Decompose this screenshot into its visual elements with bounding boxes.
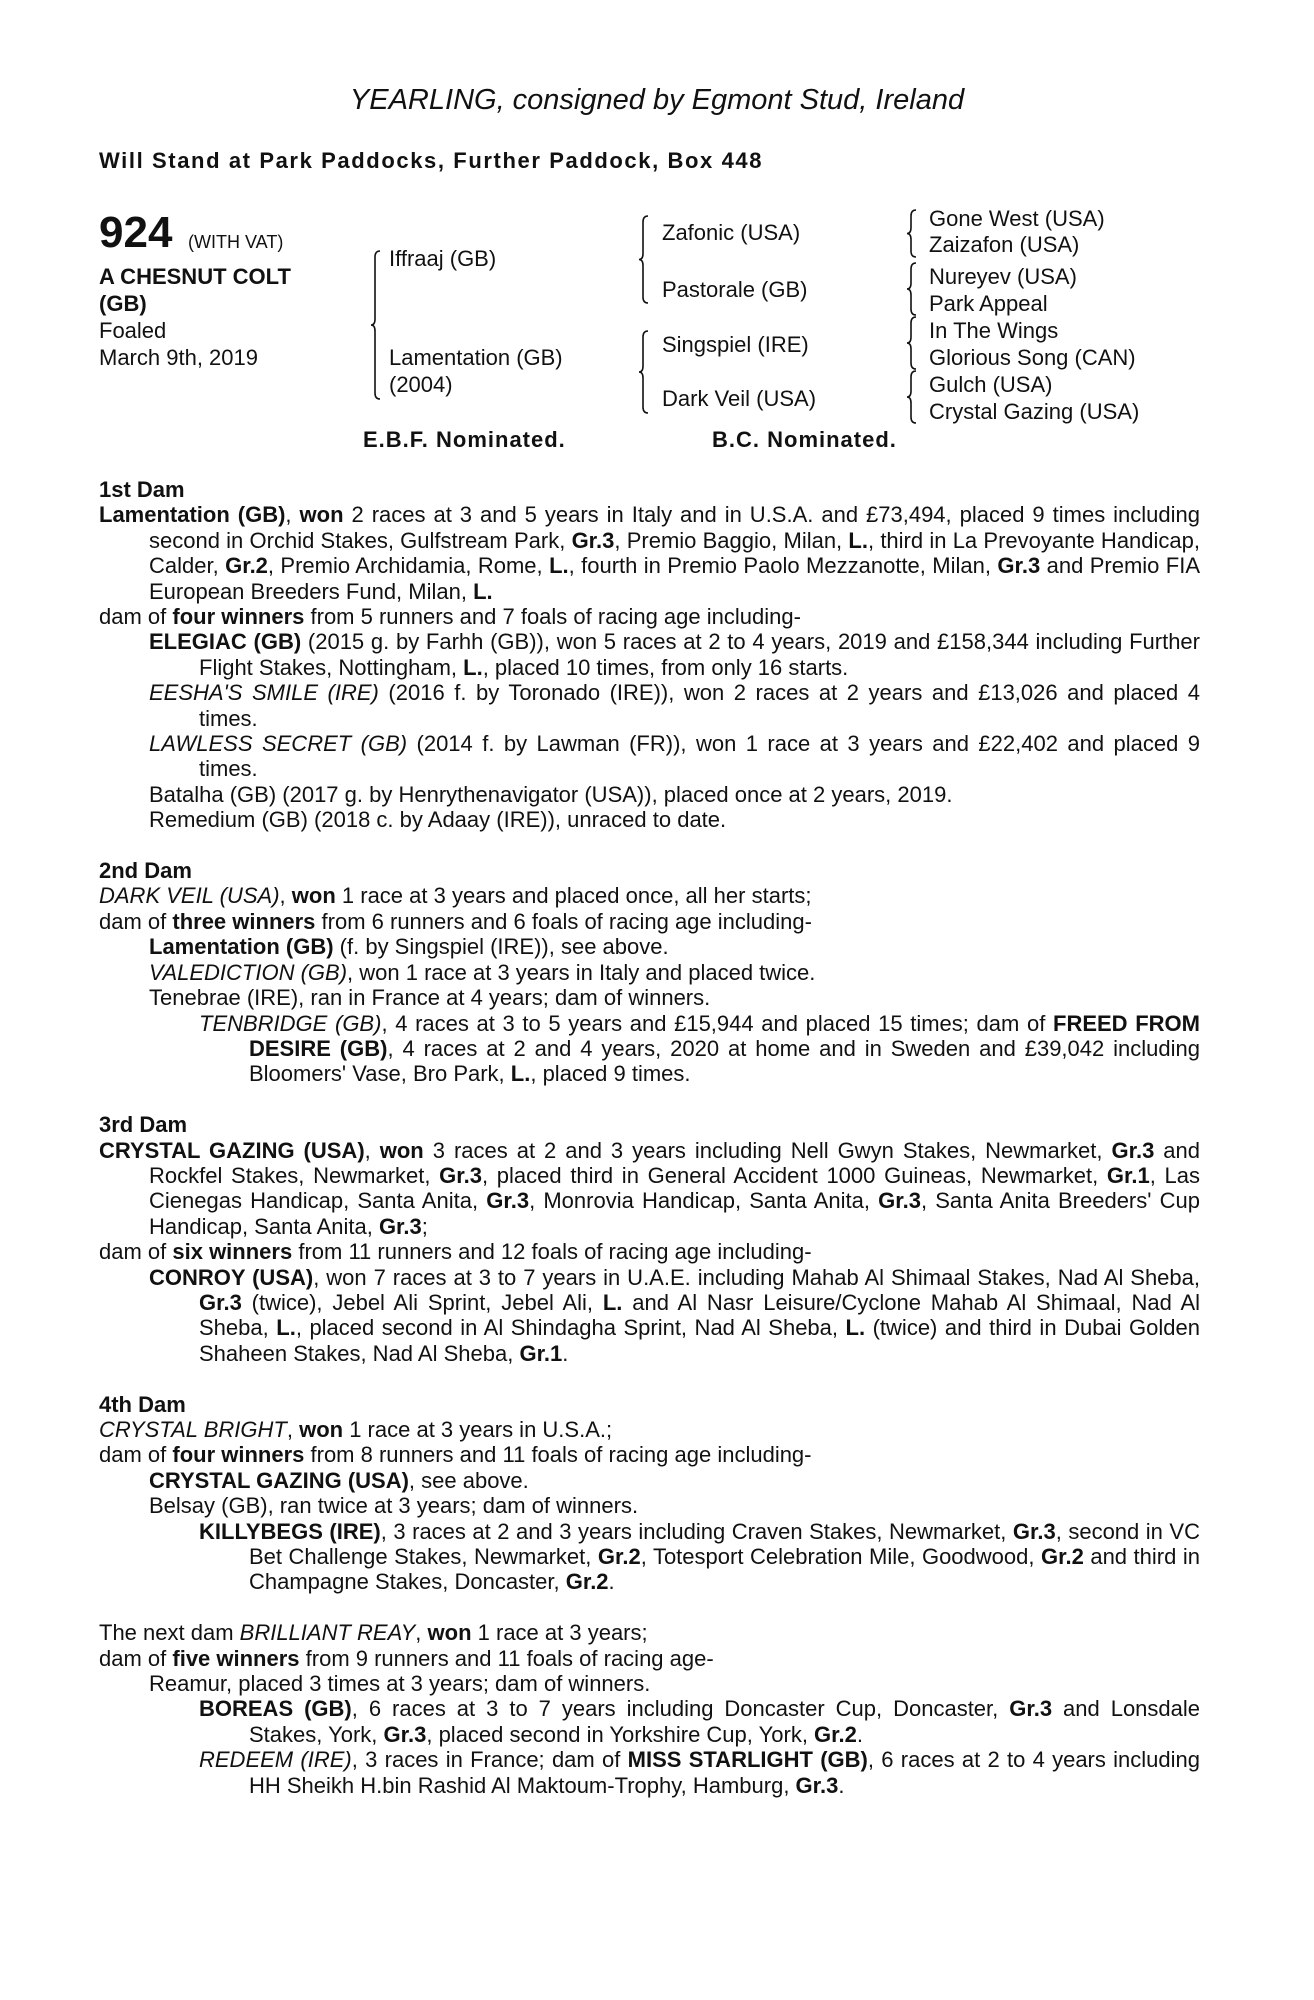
text: Reamur, placed 3 times at 3 years; dam of winners. xyxy=(149,1671,651,1697)
dam-sire: Singspiel (IRE) xyxy=(662,332,809,357)
text: dam of xyxy=(99,1239,173,1265)
dam: Lamentation (GB) xyxy=(389,345,563,370)
pedigree-entry xyxy=(99,807,1200,832)
text: , xyxy=(285,502,300,528)
section-heading: 3rd Dam xyxy=(99,1112,188,1138)
pedigree-notes xyxy=(99,477,1200,1823)
text: , Santa Anita Breeders' Cup Handicap, Santa Anita, xyxy=(149,1188,1200,1239)
gen3-6: Glorious Song (CAN) xyxy=(929,345,1136,370)
horse-description: A CHESNUT COLT xyxy=(99,264,291,289)
lot-number: 924 xyxy=(99,208,173,257)
pedigree-entry xyxy=(99,731,1200,782)
vat-note: (WITH VAT) xyxy=(188,232,284,252)
pedigree-entry xyxy=(99,1747,1200,1798)
bold-text: FREED FROM DESIRE (GB) xyxy=(249,1010,1200,1061)
text: and third in Champagne Stakes, Doncaster, xyxy=(249,1544,1200,1595)
italic-text: CRYSTAL BRIGHT xyxy=(99,1416,287,1442)
bold-text: CRYSTAL GAZING (USA) xyxy=(99,1137,365,1163)
bold-text: Gr.3 xyxy=(199,1289,242,1315)
pedigree-entry xyxy=(99,1442,1200,1467)
bold-text: four winners xyxy=(172,1442,305,1468)
text: ; xyxy=(421,1213,428,1239)
bold-text: L. xyxy=(848,527,868,553)
text: (twice) and third in Dubai Golden Shaheen Stakes, Nad Al Sheba, xyxy=(199,1315,1201,1366)
gen3-7: Gulch (USA) xyxy=(929,372,1053,397)
italic-text: VALEDICTION (GB) xyxy=(149,959,348,985)
pedigree-entry xyxy=(99,1671,1200,1696)
text: , 6 races at 2 to 4 years including HH Sheikh H.bin Rashid Al Maktoum-Trophy, Hamburg, xyxy=(249,1747,1200,1798)
section-heading: 4th Dam xyxy=(99,1391,186,1417)
pedigree-entry xyxy=(99,1696,1200,1747)
bold-text: Gr.3 xyxy=(378,1213,422,1239)
text: , placed 10 times, from only 16 starts. xyxy=(482,654,849,680)
dam-dam: Dark Veil (USA) xyxy=(662,386,817,411)
bold-text: five winners xyxy=(172,1645,300,1671)
pedigree-entry xyxy=(99,985,1200,1010)
bold-text: four winners xyxy=(172,604,305,630)
ebf-nominated: E.B.F. Nominated. xyxy=(363,427,566,452)
text: Tenebrae (IRE), ran in France at 4 years; dam of winners. xyxy=(149,985,711,1011)
text: , placed third in General Accident 1000 Guineas, Newmarket, xyxy=(481,1162,1107,1188)
pedigree-entry xyxy=(99,680,1200,731)
bold-text: L. xyxy=(510,1061,531,1087)
bold-text: won xyxy=(291,883,336,909)
bold-text: Gr.3 xyxy=(997,553,1041,579)
bold-text: Lamentation (GB) xyxy=(99,502,286,528)
text: 1 race at 3 years in U.S.A.; xyxy=(343,1416,613,1442)
bold-text: L. xyxy=(845,1315,866,1341)
bold-text: Gr.2 xyxy=(814,1721,857,1747)
bold-text: L. xyxy=(473,578,493,604)
bold-text: Gr.3 xyxy=(486,1188,530,1214)
text: . xyxy=(608,1569,615,1595)
stabling-location: Will Stand at Park Paddocks, Further Paddock, Box 448 xyxy=(99,148,764,173)
bold-text: won xyxy=(427,1620,472,1646)
gen3-8: Crystal Gazing (USA) xyxy=(929,399,1140,424)
text: 1 race at 3 years and placed once, all her starts; xyxy=(335,883,812,909)
pedigree-entry xyxy=(99,1417,1200,1442)
text: 2 races at 3 and 5 years in Italy and in U.S.A. and £73,494, placed 9 times including second in Orchid Stakes, Gulfstream Park, xyxy=(149,502,1200,553)
bold-text: L. xyxy=(549,553,569,579)
text: The next dam xyxy=(99,1620,240,1646)
text: from 9 runners and 11 foals of racing age- xyxy=(299,1645,714,1671)
bold-text: six winners xyxy=(172,1239,293,1265)
text: dam of xyxy=(99,604,173,630)
text: , 4 races at 3 to 5 years and £15,944 and placed 15 times; dam of xyxy=(381,1010,1053,1036)
italic-text: DARK VEIL (USA) xyxy=(99,883,280,909)
bold-text: Lamentation (GB) xyxy=(149,934,334,960)
bold-text: CRYSTAL GAZING (USA) xyxy=(149,1467,409,1493)
sire-dam: Pastorale (GB) xyxy=(662,277,808,302)
text: dam of xyxy=(99,908,173,934)
text: and Al Nasr Leisure/Cyclone Mahab Al Shimaal, Nad Al Sheba, xyxy=(199,1289,1200,1341)
text: , placed 9 times. xyxy=(530,1061,691,1087)
bold-text: Gr.1 xyxy=(1106,1162,1150,1188)
pedigree-entry xyxy=(99,1239,1200,1264)
section-heading: 2nd Dam xyxy=(99,858,192,884)
bold-text: Gr.3 xyxy=(1009,1696,1053,1722)
pedigree-entry xyxy=(99,1265,1200,1367)
text: dam of xyxy=(99,1442,173,1468)
sire-sire: Zafonic (USA) xyxy=(662,220,801,245)
text: , xyxy=(279,883,292,909)
pedigree-entry xyxy=(99,1646,1200,1671)
gen3-1: Gone West (USA) xyxy=(929,206,1105,231)
text: (2014 f. by Lawman (FR)), won 1 race at 3 years and £22,402 and placed 9 times. xyxy=(199,731,1201,782)
bold-text: L. xyxy=(602,1289,623,1315)
text: Batalha (GB) (2017 g. by Henrythenavigator (USA)), placed once at 2 years, 2019. xyxy=(149,781,953,807)
text: , xyxy=(286,1416,300,1442)
text: (twice), Jebel Ali Sprint, Jebel Ali, xyxy=(241,1289,603,1315)
bc-nominated: B.C. Nominated. xyxy=(712,427,897,452)
bold-text: BOREAS (GB) xyxy=(199,1696,352,1722)
text: Remedium (GB) (2018 c. by Adaay (IRE)), unraced to date. xyxy=(149,807,727,833)
dam-section xyxy=(99,858,1200,1087)
pedigree-entry xyxy=(99,960,1200,985)
italic-text: TENBRIDGE (GB) xyxy=(199,1010,382,1036)
text: , 6 races at 3 to 7 years including Doncaster Cup, Doncaster, xyxy=(351,1696,1010,1722)
gen3-2: Zaizafon (USA) xyxy=(929,232,1080,257)
text: from 8 runners and 11 foals of racing age including- xyxy=(304,1442,812,1468)
pedigree-entry xyxy=(99,883,1200,908)
text: , 4 races at 2 and 4 years, 2020 at home and in Sweden and £39,042 including Bloomers' Vase, Bro Park, xyxy=(249,1035,1200,1087)
bold-text: Gr.2 xyxy=(597,1544,641,1570)
pedigree-entry xyxy=(99,909,1200,934)
bold-text: ELEGIAC (GB) xyxy=(149,629,302,655)
text: , won 1 race at 3 years in Italy and placed twice. xyxy=(347,959,816,985)
text: , Las Cienegas Handicap, Santa Anita, xyxy=(149,1162,1200,1214)
bold-text: Gr.3 xyxy=(1111,1137,1155,1163)
bold-text: won xyxy=(299,502,344,528)
pedigree-entry xyxy=(99,782,1200,807)
brace-icon xyxy=(906,262,918,316)
pedigree-entry xyxy=(99,502,1200,604)
brace-icon xyxy=(906,370,918,424)
text: , Premio Baggio, Milan, xyxy=(614,527,849,553)
pedigree-entry xyxy=(99,1468,1200,1493)
text: 1 race at 3 years; xyxy=(471,1620,648,1646)
sire: Iffraaj (GB) xyxy=(389,246,497,271)
bold-text: Gr.3 xyxy=(1012,1518,1056,1544)
dam-year: (2004) xyxy=(389,372,453,397)
brace-icon xyxy=(906,209,918,258)
bold-text: three winners xyxy=(172,908,316,934)
bold-text: Gr.3 xyxy=(383,1721,427,1747)
brace-icon xyxy=(370,250,382,400)
bold-text: L. xyxy=(463,654,483,680)
text: , fourth in Premio Paolo Mezzanotte, Milan, xyxy=(568,553,998,579)
text: (2016 f. by Toronado (IRE)), won 2 races at 2 years and £13,026 and placed 4 times. xyxy=(199,680,1200,731)
horse-origin: (GB) xyxy=(99,291,147,316)
dam-section xyxy=(99,477,1200,833)
text: , Premio Archidamia, Rome, xyxy=(267,553,550,579)
text: and Premio FIA European Breeders Fund, Milan, xyxy=(149,553,1201,604)
gen3-4: Park Appeal xyxy=(929,291,1048,316)
text: , xyxy=(364,1137,380,1163)
bold-text: Gr.2 xyxy=(565,1569,609,1595)
bold-text: Gr.2 xyxy=(1041,1544,1084,1570)
italic-text: BRILLIANT REAY xyxy=(239,1620,416,1646)
text: , placed second in Al Shindagha Sprint, Nad Al Sheba, xyxy=(295,1315,846,1341)
bold-text: won xyxy=(299,1416,344,1442)
pedigree-entry xyxy=(99,629,1200,680)
brace-icon xyxy=(638,215,650,304)
bold-text: L. xyxy=(276,1315,296,1341)
text: , 3 races at 2 and 3 years including Craven Stakes, Newmarket, xyxy=(380,1518,1013,1544)
bold-text: Gr.3 xyxy=(571,527,615,553)
bold-text: Gr.1 xyxy=(519,1340,563,1366)
pedigree-entry xyxy=(99,1620,1200,1645)
bold-text: MISS STARLIGHT (GB) xyxy=(627,1747,868,1773)
pedigree-entry xyxy=(99,1519,1200,1595)
gen3-5: In The Wings xyxy=(929,318,1059,343)
brace-icon xyxy=(638,330,650,414)
bold-text: Gr.3 xyxy=(878,1188,921,1214)
gen3-3: Nureyev (USA) xyxy=(929,264,1077,289)
text: (f. by Singspiel (IRE)), see above. xyxy=(333,934,669,960)
text: , third in La Prevoyante Handicap, Calder, xyxy=(149,527,1200,579)
bold-text: Gr.3 xyxy=(795,1772,839,1798)
foaled-label: Foaled xyxy=(99,318,167,343)
pedigree-entry xyxy=(99,1493,1200,1518)
pedigree-entry xyxy=(99,604,1200,629)
text: , Totesport Celebration Mile, Goodwood, xyxy=(640,1544,1041,1570)
text: Belsay (GB), ran twice at 3 years; dam of winners. xyxy=(149,1493,639,1519)
pedigree-entry xyxy=(99,934,1200,959)
text: (2015 g. by Farhh (GB)), won 5 races at 2 to 4 years, 2019 and £158,344 including Further Flight Stakes, Nottingham, xyxy=(199,629,1200,680)
dam-section xyxy=(99,1112,1200,1366)
bold-text: Gr.3 xyxy=(439,1162,482,1188)
italic-text: EESHA'S SMILE (IRE) xyxy=(149,680,379,706)
text: . xyxy=(562,1340,569,1366)
dam-section xyxy=(99,1620,1200,1798)
text: . xyxy=(838,1772,845,1798)
bold-text: KILLYBEGS (IRE) xyxy=(199,1518,381,1544)
section-heading: 1st Dam xyxy=(99,477,185,502)
text: from 5 runners and 7 foals of racing age including- xyxy=(304,604,801,630)
page-title: YEARLING, consigned by Egmont Stud, Ireland xyxy=(349,84,965,116)
bold-text: won xyxy=(379,1137,424,1163)
pedigree-entry xyxy=(99,1138,1200,1240)
text: 3 races at 2 and 3 years including Nell Gwyn Stakes, Newmarket, xyxy=(423,1137,1112,1163)
text: , won 7 races at 3 to 7 years in U.A.E. including Mahab Al Shimaal Stakes, Nad Al Sheba, xyxy=(313,1264,1201,1290)
foaled-date: March 9th, 2019 xyxy=(99,345,258,370)
italic-text: REDEEM (IRE) xyxy=(199,1747,352,1773)
text: and Rockfel Stakes, Newmarket, xyxy=(149,1137,1200,1188)
dam-section xyxy=(99,1392,1200,1595)
text: dam of xyxy=(99,1645,173,1671)
italic-text: LAWLESS SECRET (GB) xyxy=(149,731,408,757)
text: , second in VC Bet Challenge Stakes, Newmarket, xyxy=(249,1518,1200,1570)
bold-text: Gr.2 xyxy=(225,553,268,579)
bold-text: CONROY (USA) xyxy=(149,1264,314,1290)
text: , Monrovia Handicap, Santa Anita, xyxy=(529,1188,879,1214)
pedigree-entry xyxy=(99,1011,1200,1087)
text: , xyxy=(415,1620,428,1646)
text: , see above. xyxy=(408,1467,529,1493)
text: , 3 races in France; dam of xyxy=(351,1747,628,1773)
text: . xyxy=(856,1721,863,1747)
text: , placed second in Yorkshire Cup, York, xyxy=(426,1721,815,1747)
text: from 6 runners and 6 foals of racing age including- xyxy=(315,908,812,934)
text: and Lonsdale Stakes, York, xyxy=(249,1696,1201,1747)
text: from 11 runners and 12 foals of racing age including- xyxy=(292,1239,812,1265)
brace-icon xyxy=(906,316,918,370)
